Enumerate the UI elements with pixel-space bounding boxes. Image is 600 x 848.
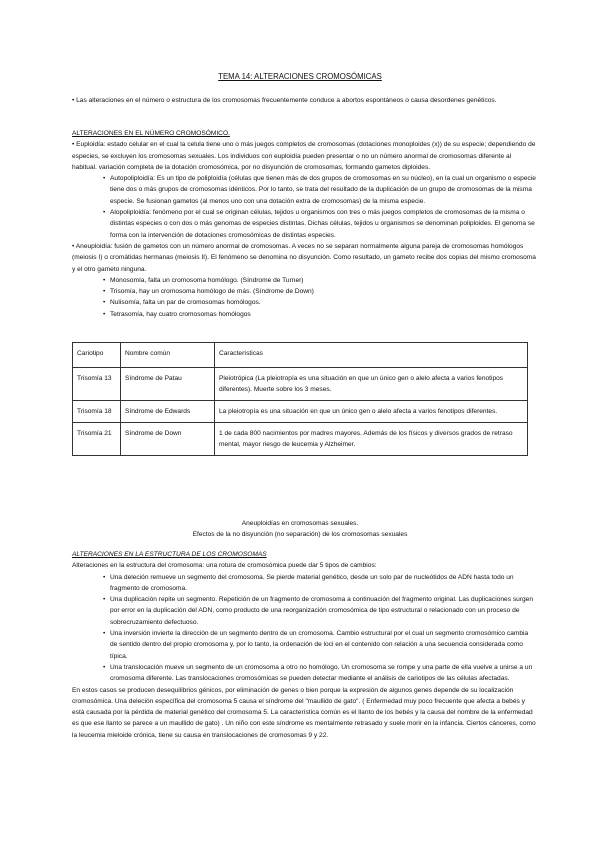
- table-cell: Trisomía 13: [73, 368, 121, 401]
- intro-paragraph: • Las alteraciones en el número o estructura de los cromosomas frecuentemente conduce a abortos espontáneos o causa desordenes genéticos.: [72, 97, 497, 104]
- table-header-row: [73, 343, 528, 368]
- table-row: [73, 368, 528, 401]
- aneuploidia-list: [72, 275, 536, 320]
- numeric-alterations-section: [72, 128, 536, 320]
- list-item: • Tetrasomía, hay cuatro cromosomas homólogos: [110, 309, 536, 320]
- structural-alterations-section: [72, 549, 536, 741]
- euploidia-paragraph: • Euploidía: estado celular en el cual la celula tiene uno o más juegos completos de cromosomas (dotaciones monoploides (x)) de su especie; dependiendo de especies, se excluyen los cromosomas sexuales. Los individuos con euploidía pueden presentar o no un número anormal de cromosomas diferente al habitual. variación completa de la dotación cromosómica, por no disyunción de cromosomas, formando gametos diploides.: [72, 141, 536, 171]
- intro-section: [72, 95, 536, 106]
- list-item: • Trisomía, hay un cromosoma homólogo de más. (Síndrome de Down): [110, 286, 536, 297]
- structure-intro: Alteraciones en la estructura del cromosoma: una rotura de cromosómica puede dar 5 tipos de cambios:: [72, 562, 377, 570]
- poliploidia-list: [72, 173, 536, 241]
- list-item: • Una deleción remueve un segmento del cromosoma. Se pierde material genético, desde un solo par de nucleótidos de ADN hasta todo un fragmento de cromosoma.: [110, 572, 536, 595]
- list-item: • Alopoliploidía: fenómeno por el cual se originan células, tejidos u organismos con tres o más juegos completos de cromosomas de la misma o distintas especies o con dos o más genomas de especies distintas. Dichas células, tejidos u organismos se denominan poliploides. El genoma se forma con la intervención de dotaciones cromosómicas de distintas especies.: [110, 207, 536, 241]
- document-title: TEMA 14: ALTERACIONES CROMOSÓMICAS: [218, 72, 382, 81]
- table-cell: Síndrome de Patau: [121, 368, 215, 401]
- table-cell: Síndrome de Edwards: [121, 401, 215, 423]
- list-item: • Una duplicación repite un segmento. Repetición de un fragmento de cromosoma a continuación del fragmento original. Las duplicaciones surgen por error en la duplicación del ADN, como producto de una reorganización cromosómica de tipo estructural o relacionado con un proceso de sobrecruzamiento defectuoso.: [110, 594, 536, 628]
- table-cell: Trisomía 21: [73, 423, 121, 456]
- table-row: [73, 401, 528, 423]
- section-heading-number: ALTERACIONES EN EL NÚMERO CROMOSÓMICO.: [72, 130, 230, 137]
- table-cell: 1 de cada 800 nacimientos por madres mayores. Además de los físicos y diversos grados de retraso mental, mayor riesgo de leucemia y Alzheimer.: [215, 423, 528, 456]
- list-item: • Autopoliploidía: Es un tipo de poliploidía (células que tienen más de dos grupos de cromosomas en su núcleo), en la cual un organismo o especie tiene dos o más grupos de cromosomas idénticos. Por lo tanto, se trata del resultado de la duplicación de un grupo de cromosomas de la misma especie. Se fusionan gametos (al menos uno con una dotación extra de cromosomas) de la misma especie.: [110, 173, 536, 207]
- figure-caption-subtitle: Efectos de la no disyunción (no separación) de los cromosomas sexuales: [192, 531, 408, 538]
- table-header-cell: Cariotipo: [73, 343, 121, 368]
- section-heading-structure: ALTERACIONES EN LA ESTRUCTURA DE LOS CROMOSOMAS: [72, 551, 267, 558]
- table-cell: Trisomía 18: [73, 401, 121, 423]
- figure-caption-title: Aneuploidías en cromosomas sexuales.: [241, 520, 359, 527]
- table-cell: Pleiotrópica (La pleiotropía es una situación en que un único gen o alelo afecta a varios fenotipos diferentes). Muerte sobre los 3 meses.: [215, 368, 528, 401]
- structure-change-list: [72, 572, 536, 685]
- aneuploidia-paragraph: • Aneuploidía: fusión de gametos con un número anormal de cromosomas. A veces no se separan normalmente alguna pareja de cromosomas homólogos (meiosis I) o cromátidas hermanas (meiosis II). El fenómeno se denomina no disyunción. Como resultado, un gameto recibe dos copias del mismo cromosoma y el otro gameto ninguna.: [72, 242, 536, 273]
- karyotype-table: [72, 342, 528, 456]
- table-cell: Síndrome de Down: [121, 423, 215, 456]
- table-header-cell: Características: [215, 343, 528, 368]
- table-header-cell: Nombre común: [121, 343, 215, 368]
- list-item: • Una translocación mueve un segmento de un cromosoma a otro no homólogo. Un cromosoma se rompe y una parte de ella vuelve a unirse a un cromosoma diferente. Las translocaciones cromosómicas se pueden detectar mediante el análisis de cariotipos de las células afectadas.: [110, 662, 536, 685]
- table-row: [73, 423, 528, 456]
- list-item: • Una inversión invierte la dirección de un segmento dentro de un cromosoma. Cambio estructural por el cual un segmento cromosómico cambia de sentido dentro del propio cromosoma y, por lo tanto, la ordenación de loci en el contenido con relación a una secuencia considerada como típica.: [110, 628, 536, 662]
- list-item: • Nulisomía, falta un par de cromosomas homólogos.: [110, 297, 536, 308]
- list-item: • Monosomía, falta un cromosoma homólogo. (Síndrome de Turner): [110, 275, 536, 286]
- closing-paragraph: En estos casos se producen desequilibrios génicos, por eliminación de genes o bien porque la expresión de algunos genes depende de su localización cromosómica. Una deleción específica del cromosoma 5 causa el síndrome del "maullido de gato". ( Enfermedad muy poco frecuente que afecta a bebés y está causada por la pérdida de material genético del cromosoma 5. La característica común es el llanto de los bebés y la causa del nombre de la enfermedad es que ese llanto se parece a un maullido de gato) . Un niño con este síndrome es mentalmente retrasado y suele morir en la infancia. Ciertos cánceres, como la leucemia mieloide crónica, tiene su causa en translocaciones de cromosomas 9 y 22.: [72, 686, 536, 739]
- table-cell: La pleiotropía es una situación en que un único gen o alelo afecta a varios fenotipos diferentes.: [215, 401, 528, 423]
